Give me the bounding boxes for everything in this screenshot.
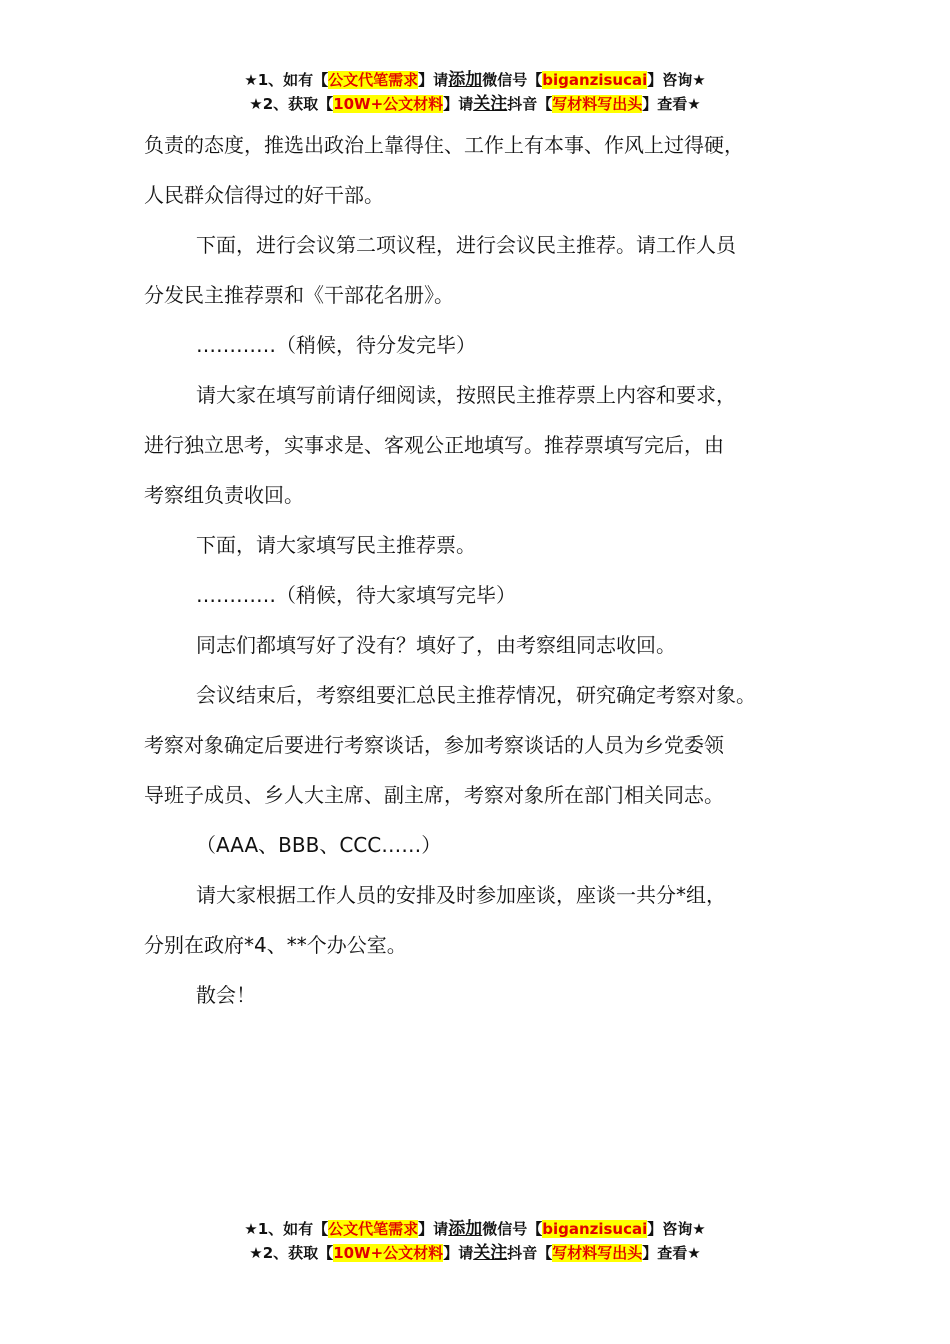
header-line-2-emphasis: 关注 (473, 94, 508, 114)
header-line-1 (0, 68, 950, 92)
footer-line-1-suffix: 】咨询★ (647, 1220, 706, 1238)
header-line-1-suffix: 】咨询★ (647, 71, 706, 89)
body-line: 分别在政府*4、**个办公室。 (144, 933, 407, 957)
body-line: 考察组负责收回。 (144, 483, 304, 507)
header-line-2-highlight-douyin: 写材料写出头 (552, 95, 643, 113)
body-line: 进行独立思考，实事求是、客观公正地填写。推荐票填写完后，由 (144, 433, 724, 457)
footer-line-2-highlight-douyin: 写材料写出头 (552, 1244, 643, 1262)
footer-line-1 (0, 1217, 950, 1241)
body-line: 下面，进行会议第二项议程，进行会议民主推荐。请工作人员 (196, 233, 736, 257)
header-line-2-text: 】请 (443, 95, 474, 113)
body-line: （AAA、BBB、CCC……） (196, 833, 442, 857)
body-line: 请大家根据工作人员的安排及时参加座谈，座谈一共分*组， (196, 883, 726, 907)
document-body (144, 120, 814, 1020)
body-line: 考察对象确定后要进行考察谈话，参加考察谈话的人员为乡党委领 (144, 733, 724, 757)
header-line-2 (0, 92, 950, 116)
header-line-2-prefix: ★2、获取【 (249, 95, 334, 113)
body-line: 下面，请大家填写民主推荐票。 (196, 533, 476, 557)
body-line: …………（稍候，待大家填写完毕） (196, 583, 516, 607)
footer-banner (0, 1217, 950, 1265)
footer-line-2-text: 】请 (443, 1244, 474, 1262)
header-banner (0, 68, 950, 116)
body-line: 导班子成员、乡人大主席、副主席，考察对象所在部门相关同志。 (144, 783, 724, 807)
body-line: 会议结束后，考察组要汇总民主推荐情况，研究确定考察对象。 (196, 683, 756, 707)
body-line: 人民群众信得过的好干部。 (144, 183, 384, 207)
footer-line-1-highlight-service: 公文代笔需求 (328, 1220, 419, 1238)
header-line-1-highlight-wechat: biganzisucai (542, 71, 648, 89)
footer-line-2-prefix: ★2、获取【 (249, 1244, 334, 1262)
footer-line-2-emphasis: 关注 (473, 1243, 508, 1263)
body-line: …………（稍候，待分发完毕） (196, 333, 476, 357)
header-line-2-suffix: 】查看★ (642, 95, 701, 113)
header-line-1-emphasis: 添加 (448, 70, 483, 90)
body-line: 散会！ (196, 983, 256, 1007)
header-line-2-highlight-materials: 10W+公文材料 (333, 95, 444, 113)
body-line: 请大家在填写前请仔细阅读，按照民主推荐票上内容和要求， (196, 383, 736, 407)
header-line-1-text: 】请 (418, 71, 449, 89)
footer-line-2-highlight-materials: 10W+公文材料 (333, 1244, 444, 1262)
footer-line-1-text: 】请 (418, 1220, 449, 1238)
header-line-1-prefix: ★1、如有【 (244, 71, 329, 89)
footer-line-1-prefix: ★1、如有【 (244, 1220, 329, 1238)
footer-line-2-text-2: 抖音【 (507, 1244, 553, 1262)
footer-line-1-text-2: 微信号【 (482, 1220, 543, 1238)
footer-line-2 (0, 1241, 950, 1265)
footer-line-2-suffix: 】查看★ (642, 1244, 701, 1262)
header-line-1-highlight-service: 公文代笔需求 (328, 71, 419, 89)
header-line-1-text-2: 微信号【 (482, 71, 543, 89)
body-line: 分发民主推荐票和《干部花名册》。 (144, 283, 454, 307)
header-line-2-text-2: 抖音【 (507, 95, 553, 113)
footer-line-1-emphasis: 添加 (448, 1219, 483, 1239)
body-line: 负责的态度，推选出政治上靠得住、工作上有本事、作风上过得硬， (144, 133, 744, 157)
footer-line-1-highlight-wechat: biganzisucai (542, 1220, 648, 1238)
body-line: 同志们都填写好了没有？填好了，由考察组同志收回。 (196, 633, 676, 657)
